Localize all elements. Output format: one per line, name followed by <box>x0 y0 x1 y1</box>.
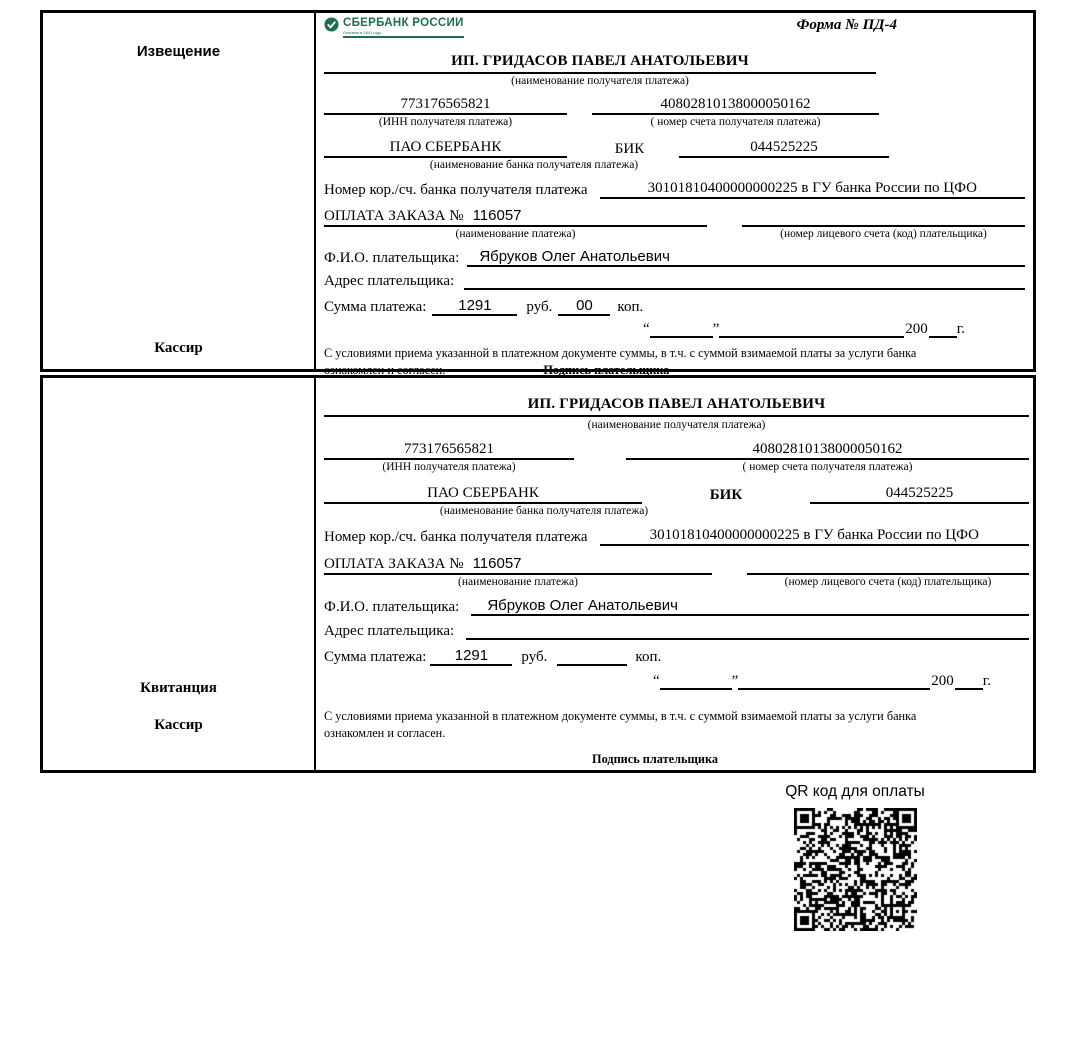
corr-account-field: 30101810400000000225 в ГУ банка России по ЦФО <box>600 527 1029 546</box>
quote-close: ” <box>712 321 720 337</box>
date-day-field <box>650 318 713 338</box>
notice-left-column <box>43 13 314 369</box>
date-month-field <box>719 318 904 338</box>
signature-label: Подпись плательщика <box>592 751 719 766</box>
date-year-field <box>929 318 957 338</box>
personal-account-field <box>742 207 1025 227</box>
agreement-line2: ознакомлен и согласен. <box>324 363 446 378</box>
quote-open: “ <box>652 673 660 689</box>
inn-caption: (ИНН получателя платежа) <box>382 461 516 473</box>
payee-caption: (наименование получателя платежа) <box>511 75 689 87</box>
rub-label: руб. <box>526 299 553 315</box>
year-suffix: г. <box>982 673 991 689</box>
bik-field: 044525225 <box>679 139 889 158</box>
payment-name-field: ОПЛАТА ЗАКАЗА № <box>324 556 464 572</box>
sberbank-logo-icon <box>324 17 339 32</box>
quote-open: “ <box>642 321 650 337</box>
agreement-text <box>324 708 1029 743</box>
bik-field: 044525225 <box>810 485 1029 504</box>
agreement-line2: ознакомлен и согласен. <box>324 726 446 741</box>
agreement-text <box>324 345 1025 380</box>
bank-name-field: ПАО СБЕРБАНК <box>324 485 642 504</box>
year-suffix: г. <box>956 321 965 337</box>
sum-rub-field: 1291 <box>432 297 517 316</box>
qr-block <box>770 783 940 931</box>
year-prefix: 200 <box>931 673 954 689</box>
payment-name-caption: (наименование платежа) <box>455 228 576 240</box>
corr-account-label: Номер кор./сч. банка получателя платежа <box>324 182 588 198</box>
inn-field: 773176565821 <box>324 96 567 115</box>
sum-kop-field: 00 <box>558 297 610 316</box>
receipt-left-column <box>43 378 314 770</box>
sum-label: Сумма платежа: <box>324 299 427 315</box>
payee-name: ИП. ГРИДАСОВ ПАВЕЛ АНАТОЛЬЕВИЧ <box>324 396 1029 417</box>
account-caption: ( номер счета получателя платежа) <box>742 461 913 473</box>
date-day-field <box>660 670 732 690</box>
notice-section <box>40 10 1036 378</box>
cashier-label: Кассир <box>154 340 203 356</box>
kop-label: коп. <box>617 299 644 315</box>
year-prefix: 200 <box>905 321 928 337</box>
payee-name: ИП. ГРИДАСОВ ПАВЕЛ АНАТОЛЬЕВИЧ <box>324 53 876 74</box>
signature-label: Подпись плательщика <box>543 363 670 378</box>
agreement-line1: С условиями приема указанной в платежном документе суммы, в т.ч. с суммой взимаемой платы за услуги банка <box>324 346 917 360</box>
corr-account-field: 30101810400000000225 в ГУ банка России по ЦФО <box>600 180 1025 199</box>
notice-title: Извещение <box>136 43 221 60</box>
date-month-field <box>738 670 930 690</box>
notice-body <box>314 13 1033 378</box>
payment-name-caption: (наименование платежа) <box>458 576 578 588</box>
bank-name-caption: (наименование банка получателя платежа) <box>429 159 639 171</box>
bik-label: БИК <box>614 141 645 157</box>
sum-rub-field: 1291 <box>430 647 512 666</box>
payer-address-field <box>466 638 1029 640</box>
payer-name-label: Ф.И.О. плательщика: <box>324 599 460 615</box>
corr-account-label: Номер кор./сч. банка получателя платежа <box>324 529 588 545</box>
bank-name-caption: (наименование банка получателя платежа) <box>439 505 649 517</box>
qr-code <box>794 808 917 931</box>
payer-address-label: Адрес плательщика: <box>324 623 455 639</box>
sberbank-logo <box>324 17 464 38</box>
payer-name-label: Ф.И.О. плательщика: <box>324 250 460 266</box>
inn-caption: (ИНН получателя платежа) <box>378 116 513 128</box>
personal-account-caption: (номер лицевого счета (код) плательщика) <box>780 228 987 240</box>
personal-account-field <box>747 555 1029 575</box>
order-number: 116057 <box>472 207 522 224</box>
sberbank-logo-text: СБЕРБАНК РОССИИ <box>343 17 464 29</box>
payer-address-field <box>464 288 1025 290</box>
date-year-field <box>955 670 983 690</box>
quote-close: ” <box>731 673 739 689</box>
sum-kop-field <box>557 664 627 666</box>
sberbank-logo-subtext: Основан в 1841 году <box>343 30 382 35</box>
cashier-label: Кассир <box>154 717 203 733</box>
account-field: 40802810138000050162 <box>626 441 1029 460</box>
bik-label: БИК <box>709 487 743 503</box>
date-row <box>324 318 965 338</box>
payee-caption: (наименование получателя платежа) <box>587 419 766 431</box>
agreement-line1: С условиями приема указанной в платежном документе суммы, в т.ч. с суммой взимаемой платы за услуги банка <box>324 709 917 723</box>
account-caption: ( номер счета получателя платежа) <box>650 116 821 128</box>
payer-name-field: Ябруков Олег Анатольевич <box>467 248 1025 267</box>
sum-label: Сумма платежа: <box>324 649 427 665</box>
personal-account-caption: (номер лицевого счета (код) плательщика) <box>784 576 992 588</box>
form-number: Форма № ПД-4 <box>796 17 897 33</box>
payment-name-field: ОПЛАТА ЗАКАЗА № <box>324 208 464 224</box>
account-field: 40802810138000050162 <box>592 96 879 115</box>
order-number: 116057 <box>472 555 522 572</box>
inn-field: 773176565821 <box>324 441 574 460</box>
date-row <box>324 670 991 690</box>
receipt-title: Квитанция <box>140 680 217 696</box>
receipt-section <box>40 375 1036 773</box>
payer-name-field: Ябруков Олег Анатольевич <box>471 597 1029 616</box>
kop-label: коп. <box>635 649 662 665</box>
bank-name-field: ПАО СБЕРБАНК <box>324 139 567 158</box>
payment-form-pd4 <box>40 10 1036 773</box>
rub-label: руб. <box>521 649 548 665</box>
receipt-body <box>314 378 1037 770</box>
payer-address-label: Адрес плательщика: <box>324 273 455 289</box>
qr-caption: QR код для оплаты <box>785 783 925 800</box>
